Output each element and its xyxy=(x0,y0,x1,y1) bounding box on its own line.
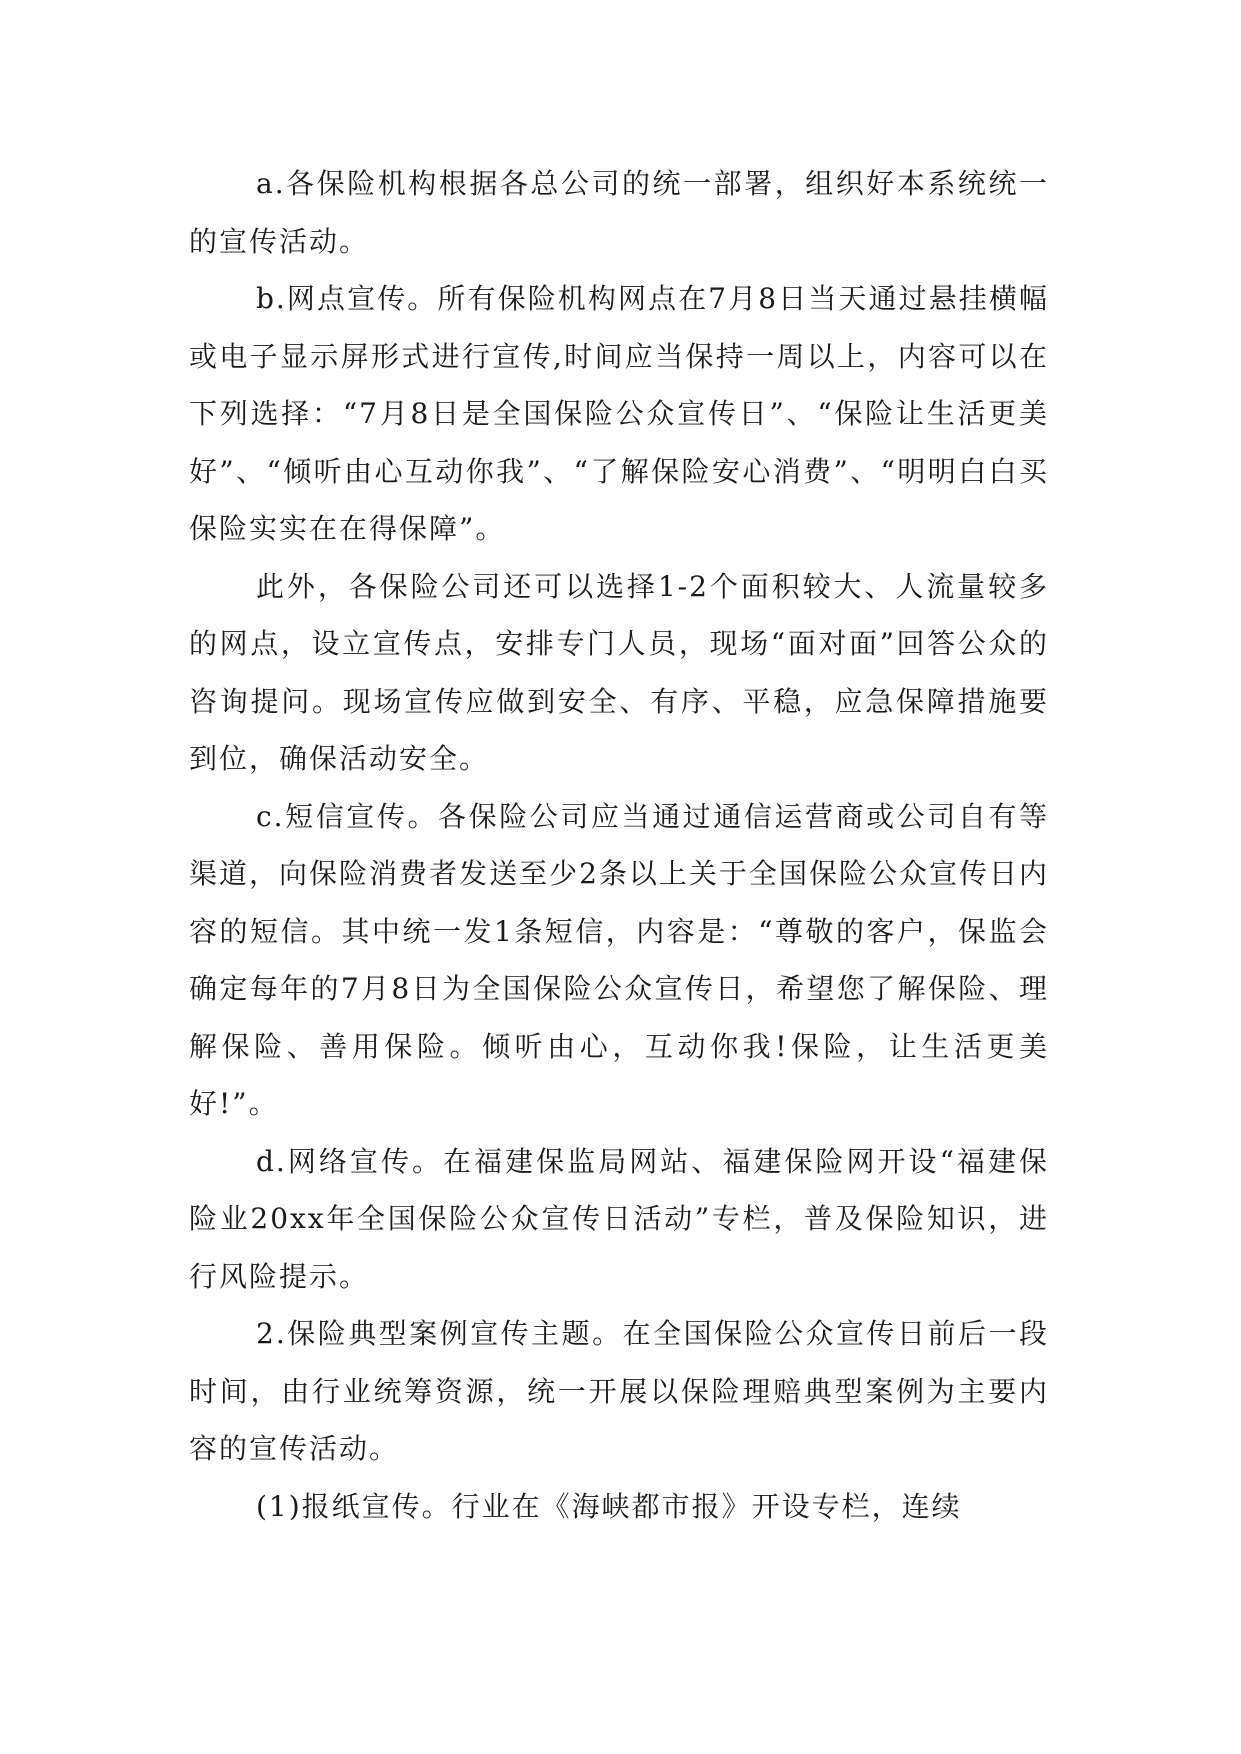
paragraph-a: a.各保险机构根据各总公司的统一部署，组织好本系统统一的宣传活动。 xyxy=(189,167,1049,258)
paragraph-b: b.网点宣传。所有保险机构网点在7月8日当天通过悬挂横幅或电子显示屏形式进行宣传,时间应当保持一周以上，内容可以在下列选择：“7月8日是全国保险公众宣传日”、“保险让生活更美好”、“倾听由心互动你我”、“了解保险安心消费”、“明明白白买保险实实在在得保障”。 xyxy=(189,282,1049,545)
document-body xyxy=(189,155,1049,1535)
paragraph-d: d.网络宣传。在福建保监局网站、福建保险网开设“福建保险业20xx年全国保险公众宣传日活动”专栏，普及保险知识，进行风险提示。 xyxy=(189,1144,1049,1293)
paragraph-2: 2.保险典型案例宣传主题。在全国保险公众宣传日前后一段时间，由行业统筹资源，统一开展以保险理赔典型案例为主要内容的宣传活动。 xyxy=(189,1317,1049,1465)
paragraph-additional: 此外，各保险公司还可以选择1-2个面积较大、人流量较多的网点，设立宣传点，安排专门人员，现场“面对面”回答公众的咨询提问。现场宣传应做到安全、有序、平稳，应急保障措施要到位，确保活动安全。 xyxy=(189,569,1049,775)
paragraph-2-1: (1)报纸宣传。行业在《海峡都市报》开设专栏，连续 xyxy=(256,1489,962,1523)
paragraph-c: c.短信宣传。各保险公司应当通过通信运营商或公司自有等渠道，向保险消费者发送至少2条以上关于全国保险公众宣传日内容的短信。其中统一发1条短信，内容是：“尊敬的客户，保监会确定每年的7月8日为全国保险公众宣传日，希望您了解保险、理解保险、善用保险。倾听由心，互动你我!保险，让生活更美好!”。 xyxy=(189,799,1049,1120)
